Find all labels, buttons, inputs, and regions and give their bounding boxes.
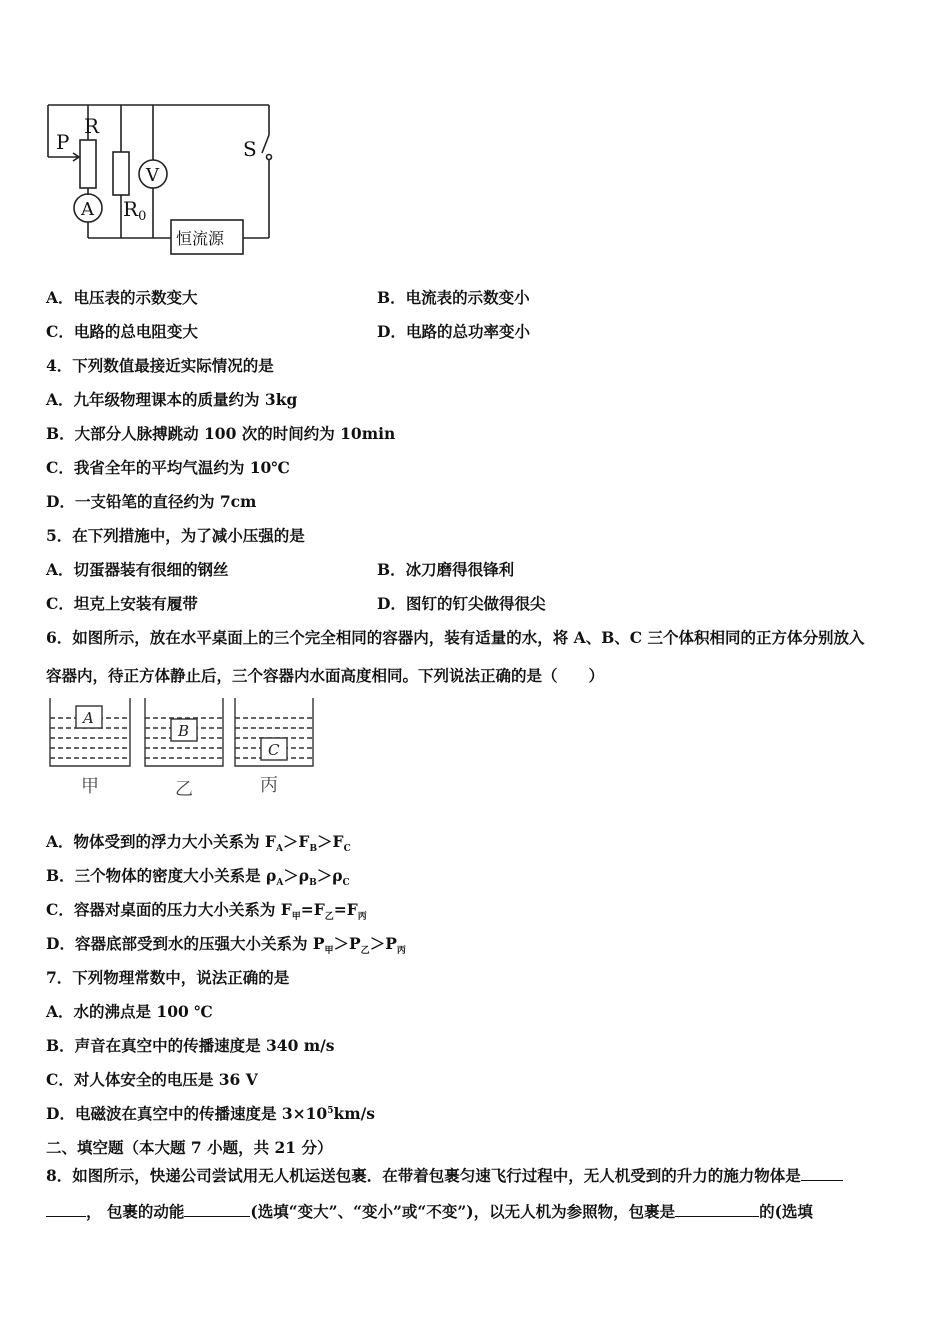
q5-option-a: A．切蛋器装有很细的钢丝 — [46, 560, 229, 579]
q4-option-d: D．一支铅笔的直径约为 7cm — [46, 492, 257, 511]
q3-option-c: C．电路的总电阻变大 — [46, 322, 198, 341]
q4-option-b: B．大部分人脉搏跳动 100 次的时间约为 10min — [46, 424, 396, 443]
block-c-label: C — [268, 741, 280, 759]
circuit-label-r: R — [84, 114, 100, 138]
q7-stem: 7．下列物理常数中，说法正确的是 — [46, 968, 290, 987]
q6-stem-line1: 6．如图所示，放在水平桌面上的三个完全相同的容器内，装有适量的水，将 A、B、C 三个体积相同的正方体分别放入 — [46, 628, 865, 647]
q6-option-c: C．容器对桌面的压力大小关系为 $F_甲=F_乙=F_丙$ — [46, 900, 367, 923]
q8-line2: ， 包裹的动能 (选填“变大”、“变小”或“不变”)，以无人机为参照物，包裹是 的(选填 — [46, 1200, 813, 1222]
q3-option-d: D．电路的总功率变小 — [377, 322, 530, 341]
containers-figure — [46, 698, 326, 803]
circuit-diagram — [40, 95, 280, 265]
block-a-label: A — [83, 709, 94, 727]
q5-stem: 5．在下列措施中，为了减小压强的是 — [46, 526, 305, 545]
q5-option-c: C．坦克上安装有履带 — [46, 594, 198, 613]
q6-stem-line2: 容器内，待正方体静止后，三个容器内水面高度相同。下列说法正确的是（ ） — [46, 666, 605, 685]
container-caption-bing: 丙 — [260, 775, 278, 796]
q5-option-b: B．冰刀磨得很锋利 — [377, 560, 515, 579]
q7-option-a: A．水的沸点是 100 ℃ — [46, 1002, 213, 1021]
q7-option-c: C．对人体安全的电压是 36 V — [46, 1070, 258, 1089]
q6-option-a: A．物体受到的浮力大小关系为 $F_A>F_B>F_C$ — [46, 832, 351, 855]
q7-option-d: D．电磁波在真空中的传播速度是 $3\times 10^5km/s$ — [46, 1104, 375, 1123]
q3-option-b: B．电流表的示数变小 — [377, 288, 530, 307]
q3-option-a: A．电压表的示数变大 — [46, 288, 198, 307]
container-caption-jia: 甲 — [81, 776, 99, 797]
constant-current-source-label: 恒流源 — [176, 229, 225, 248]
section-title: 二、填空题（本大题 7 小题，共 21 分） — [46, 1138, 333, 1157]
q8-line1: 8．如图所示，快递公司尝试用无人机运送包裹．在带着包裹匀速飞行过程中，无人机受到的升力的施力物体是 — [46, 1164, 843, 1186]
circuit-label-s: S — [243, 137, 257, 161]
q4-option-a: A．九年级物理课本的质量约为 3kg — [46, 390, 298, 409]
q4-option-c: C．我省全年的平均气温约为 10℃ — [46, 458, 290, 477]
circuit-label-v: V — [146, 165, 159, 186]
q4-stem: 4．下列数值最接近实际情况的是 — [46, 356, 274, 375]
q6-option-b: B．三个物体的密度大小关系是 $\rho_A>\rho_B>\rho_C$ — [46, 866, 350, 889]
circuit-label-r0: $R_0$ — [123, 197, 147, 224]
q5-option-d: D．图钉的钉尖做得很尖 — [377, 594, 546, 613]
q7-option-b: B．声音在真空中的传播速度是 340 m/s — [46, 1036, 335, 1055]
circuit-label-a: A — [81, 199, 94, 220]
circuit-label-p: P — [56, 130, 70, 154]
container-caption-yi: 乙 — [175, 779, 193, 800]
block-b-label: B — [178, 722, 190, 740]
q6-option-d: D．容器底部受到水的压强大小关系为 $P_甲>P_乙>P_丙$ — [46, 934, 406, 957]
